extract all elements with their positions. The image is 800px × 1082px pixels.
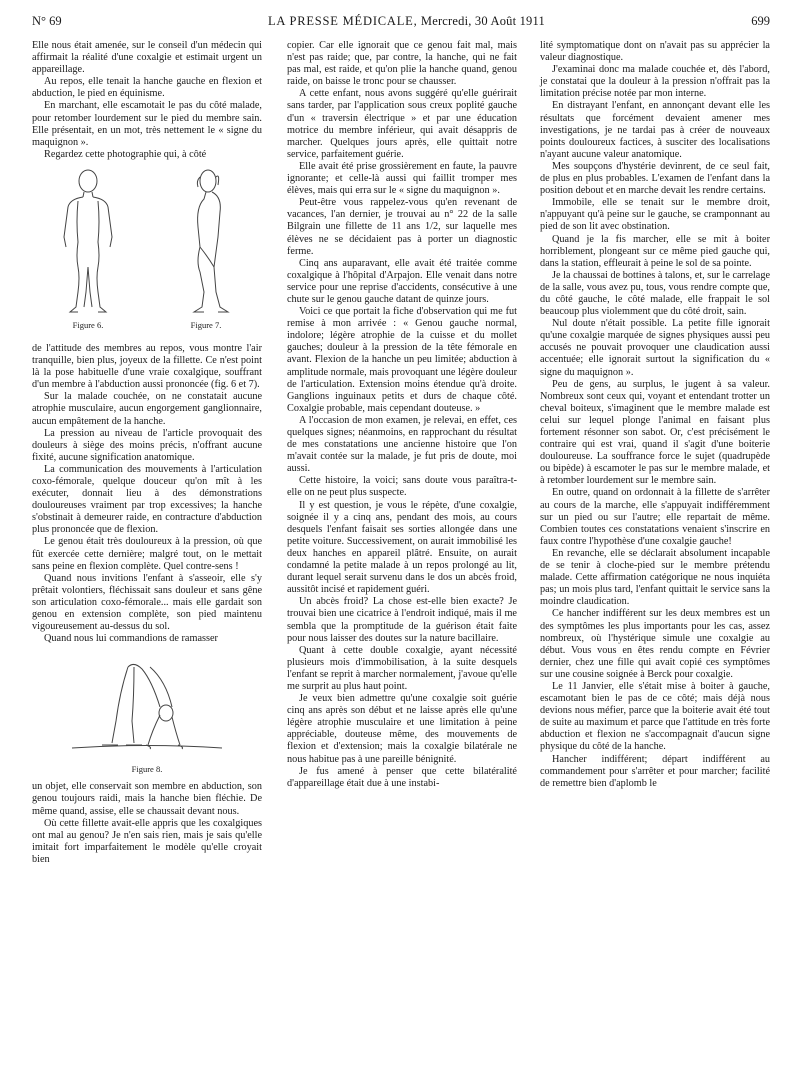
paragraph: Regardez cette photographie qui, à côté <box>44 148 207 160</box>
paragraph: Sur la malade couchée, on ne constatait aucune atrophie musculaire, aucun engorgement ganglionnaire, aucun empâtement de la hanche. <box>32 391 262 427</box>
running-header <box>32 14 770 34</box>
paragraph: Quand nous lui commandions de ramasser <box>44 633 218 645</box>
paragraph: Elle avait été prise grossièrement en faute, la pauvre ignorante; et celle-là aussi qui faillit tromper mes élèves, mais qui erra sur le « signe du maquignon ». <box>287 160 517 197</box>
figure-8 <box>32 651 262 775</box>
issue-number: N° 69 <box>32 14 62 28</box>
paragraph: En outre, quand on ordonnait à la fillette de s'arrêter au cours de la marche, elle s'appuyait indifféremment sur un pied ou sur l'autre; elle repartait de même. Combien toutes ces constatations venaient s'inscrire en faux contre l'hypothèse d'une coxalgie gauche! <box>540 487 770 547</box>
paragraph: copier. Car elle ignorait que ce genou fait mal, mais n'est pas raide; que, par contre, la hanche, qui ne fait pas mal, est raide, et qu'on plie la hanche quand, genou raide, on baisse le tronc pour se chausser. <box>287 40 517 88</box>
figure-8-illustration <box>62 651 232 761</box>
figure-6-caption: Figure 6. <box>72 319 104 330</box>
text-column-3 <box>540 40 770 790</box>
paragraph: Voici ce que portait la fiche d'observation qui me fut remise à mon arrivée : « Genou gauche normal, indolore; légère atrophie de la cuisse et du mollet gauches; douleur à la pression de la tête fémorale en avant. Flexion de la hanche un peu limitée; abduction à amplitude normale, mais provoquant une légère douleur de l'articulation. Extension moins étendue qu'à droite. Ganglions inguinaux petits et durs de chaque côté. Coxalgie probable, mais cependant douteuse. » <box>287 306 517 414</box>
paragraph: de l'attitude des membres au repos, vous montre l'air tranquille, bien plus, joyeux de la fillette. Ce n'est point là la pose habituelle d'une vraie coxalgique, souffrant d'un membre à l'abduction aussi prononcée (fig. 6 et 7). <box>32 342 262 391</box>
paragraph: Peu de gens, au surplus, le jugent à sa valeur. Nombreux sont ceux qui, voyant et entendant trotter un cheval boiteux, s'imaginent que le membre malade est celui sur lequel plonge l'animal en faisant plus fortement résonner son sabot. Or, c'est précisément le contraire qui est vrai, quand il s'agit d'une boiterie douloureuse. La souffrance force le sujet (quadrupède ou bipède) à escamoter le pas sur le membre malade, et à retomber lourdement sur le membre sain. <box>540 378 770 487</box>
paragraph: Quand nous invitions l'enfant à s'asseoir, elle s'y prêtait volontiers, fléchissait sans douleur et sans gêne son articulation coxo-fémorale... mais elle gardait son genou en extension complète, son pied maintenu vigoureusement au-dessus du sol. <box>32 572 262 633</box>
page-number: 699 <box>751 14 770 28</box>
paragraph: un objet, elle conservait son membre en abduction, son genou toujours raidi, mais la hanche bien fléchie. De même quand, assise, elle se chaussait devant nous. <box>32 781 262 817</box>
paragraph: Je la chaussai de bottines à talons, et, sur le carrelage de la salle, vous avez pu, tous, vous rendre compte que, du côté gauche, le côté malade, elle frappait le sol beaucoup plus violemment que du côté droit, sain. <box>540 269 770 318</box>
journal-title-line <box>268 14 545 29</box>
figure-7-caption: Figure 7. <box>190 319 222 330</box>
paragraph: Elle nous était amenée, sur le conseil d'un médecin qui affirmait la réalité d'une coxalgie et estimait urgent un appareillage. <box>32 40 262 76</box>
paragraph: En revanche, elle se déclarait absolument incapable de se tenir à cloche-pied sur le membre prétendu malade. Cette affirmation catégorique ne nous inquiéta pas; un mois plus tard, l'enfant quittait le service sans la moindre claudication. <box>540 547 770 608</box>
paragraph: A l'occasion de mon examen, je relevai, en effet, ces quelques signes; néanmoins, en rapprochant du résultat de mes constatations une ancienne histoire que l'on m'avait contée sur la malade, je fut pris de doute, moi aussi. <box>287 414 517 475</box>
paragraph: Je veux bien admettre qu'une coxalgie soit guérie cinq ans après son début et ne laisse après elle qu'une légère atrophie musculaire et une limitation à peine appréciable, douteuse même, des mouvements de flexion et d'extension; mais la coxalgie bilatérale ne nous habitue pas à une pareille bénignité. <box>287 693 517 765</box>
paragraph: Un abcès froid? La chose est-elle bien exacte? Je trouvai bien une cicatrice à l'endroit indiqué, mais il me sembla que la promptitude de la guérison était faite pour nous laisser des doutes sur la nature bacillaire. <box>287 596 517 644</box>
paragraph: Où cette fillette avait-elle appris que les coxalgiques ont mal au genou? Je n'en sais rien, mais je sais qu'elle imitait fort imparfaitement le modèle qu'elle croyait bien <box>32 817 262 865</box>
paragraph: J'examinai donc ma malade couchée et, dès l'abord, je constatai que la douleur à la pression n'offrait pas la limitation précise notée par mon interne. <box>540 64 770 100</box>
figure-8-caption: Figure 8. <box>131 764 163 775</box>
figure-7 <box>150 167 262 339</box>
paragraph: Quant à cette double coxalgie, ayant nécessité plusieurs mois d'immobilisation, à la suite desquels l'enfant se reprit à marcher normalement, j'avoue qu'elle me surprit au plus haut point. <box>287 644 517 692</box>
figure-6-illustration <box>48 167 128 317</box>
paragraph: lité symptomatique dont on n'avait pas su apprécier la valeur diagnostique. <box>540 40 770 64</box>
paragraph: Hancher indifférent; départ indifférent au commandement pour s'arrêter et pour marcher; facilité de remettre bien d'aplomb le <box>540 753 770 789</box>
paragraph: La pression au niveau de l'article provoquait des douleurs à siège des moins précis, n'offrant aucune fixité, aucune signification anatomique. <box>32 427 262 463</box>
issue-date: Mercredi, 30 Août 1911 <box>420 14 545 28</box>
figure-7-illustration <box>166 167 246 317</box>
paragraph: Mes soupçons d'hystérie devinrent, de ce seul fait, de plus en plus probables. L'examen de l'enfant dans la position debout et en marche devait les rendre certains. <box>540 160 770 197</box>
paragraph: Le 11 Janvier, elle s'était mise à boiter à gauche, escamotant bien le pas de ce côté; mais déjà nous devions nous méfier, parce que la boiterie avait été tout de suite au maximum et parce que l'attitude en très forte abduction et flexion ne s'accompagnait d'aucun signe physique du côté de la hanche. <box>540 680 770 753</box>
paragraph: Le genou était très douloureux à la pression, où que fût exercée cette dernière; malgré tout, on le mettait sans peine en flexion complète. Quel contre-sens ! <box>32 536 262 572</box>
figures-6-7 <box>32 167 262 339</box>
text-column-1 <box>32 40 262 866</box>
paragraph: Ce hancher indifférent sur les deux membres est un des symptômes les plus importants pour les cas, assez nombreux, où l'hystérique simule une coxalgie au début. Vous vous en êtes rendu compte en Février dernier, chez une fille qui avait copié ces symptômes sur une cousine soignée à Berck pour coxalgie. <box>540 608 770 680</box>
figure-6 <box>32 167 144 339</box>
journal-name: LA PRESSE MÉDICALE, <box>267 14 418 28</box>
paragraph: Je fus amené à penser que cette bilatéralité d'appareillage était due à une instabi- <box>287 765 517 789</box>
paragraph: Cette histoire, la voici; sans doute vous paraîtra-t-elle on ne peut plus suspecte. <box>287 475 517 499</box>
paragraph: Immobile, elle se tenait sur le membre droit, n'appuyant qu'à peine sur le gauche, se cramponnant au pied de son lit avec obstination. <box>540 197 770 233</box>
text-column-2 <box>287 40 517 790</box>
paragraph: En marchant, elle escamotait le pas du côté malade, pour retomber lourdement sur le pied du membre sain. Elle présentait, en un mot, très nettement le « signe du maquignon ». <box>32 100 262 148</box>
paragraph: Au repos, elle tenait la hanche gauche en flexion et abduction, le pied en équinisme. <box>32 76 262 100</box>
paragraph: Quand je la fis marcher, elle se mit à boiter horriblement, plongeant sur ce même pied gauche qui, dans la station, effleurait à peine le sol de sa pointe. <box>540 233 770 269</box>
paragraph: Nul doute n'était possible. La petite fille ignorait qu'une coxalgie marquée de signes physiques aussi peu accusés ne pouvait provoquer une claudication aussi accentuée; elle ignorait surtout la signification du « signe du maquignon ». <box>540 318 770 378</box>
paragraph: Cinq ans auparavant, elle avait été traitée comme coxalgique à l'hôpital d'Arpajon. Elle venait dans notre service pour une reprise d'accidents, consécutive à une chute sur le genou gauche datant de quinze jours. <box>287 257 517 305</box>
paragraph: Il y est question, je vous le répète, d'une coxalgie, soignée il y a cinq ans, pendant des mois, au cours desquels l'enfant faisait ses sorties allongée dans une petite voiture. Successivement, on aurait immobilisé les deux hanches en appareil plâtré. Ensuite, on aurait condamné la petite malade à un repos prolongé au lit, durant lequel serait survenu dans le dos un abcès froid, aussitôt incisé et rapidement guéri. <box>287 499 517 596</box>
paragraph: A cette enfant, nous avons suggéré qu'elle guérirait sans tarder, par l'application sous creux poplité gauche d'un « traversin électrique » et par une éducation motrice du membre inférieur, qui avait désappris de marcher. Quelques jours après, elle quittait notre service, parfaitement guérie. <box>287 88 517 160</box>
paragraph: Peut-être vous rappelez-vous qu'en revenant de vacances, l'an dernier, je trouvai au n° 22 de la salle Bilgrain une fillette de 11 ans 1/2, sur laquelle mes élèves ne se décidaient pas à porter un diagnostic ferme. <box>287 197 517 257</box>
paragraph: La communication des mouvements à l'articulation coxo-fémorale, quelque douceur qu'on mît à les exécuter, donnait lieu à des démonstrations douloureuses vraiment par trop excessives; la hanche s'obstinait à demeurer raide, en contracture d'abduction plus prononcée que de flexion. <box>32 463 262 536</box>
paragraph: En distrayant l'enfant, en annonçant devant elle les résultats que forcément devaient amener mes investigations, je ne tardai pas à créer de nouveaux points douloureux factices, à susciter des localisations n'ayant aucune valeur anatomique. <box>540 100 770 160</box>
